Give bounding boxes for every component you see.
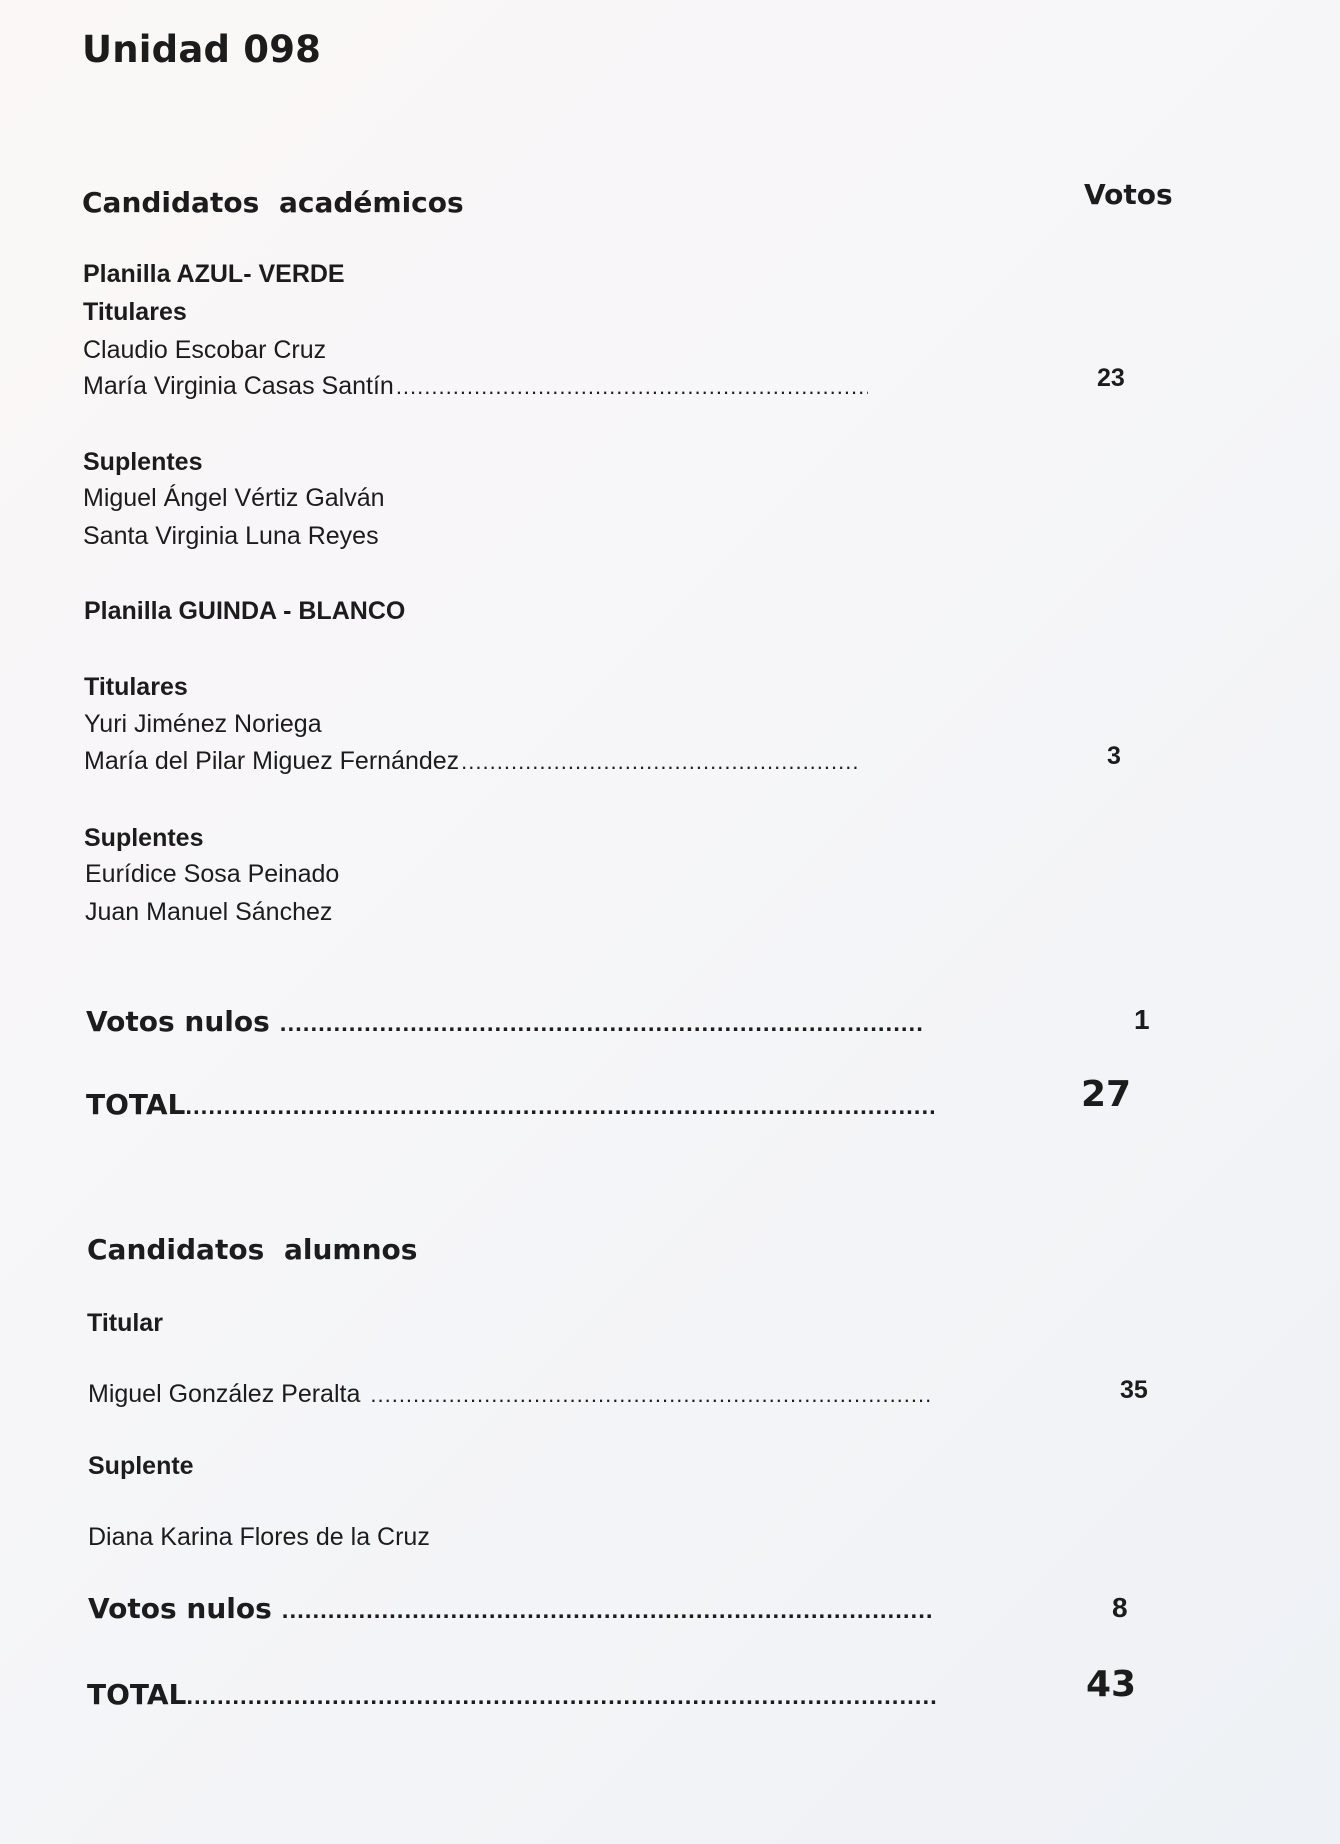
null-votes-label: Votos nulos xyxy=(88,1592,272,1625)
votes-column-header: Votos xyxy=(1084,178,1173,211)
vote-count: 23 xyxy=(1097,364,1125,392)
dot-leader xyxy=(280,1010,922,1038)
null-votes-row xyxy=(86,1005,922,1038)
candidate-name: María del Pilar Miguez Fernández xyxy=(84,747,460,775)
students-heading: Candidatos alumnos xyxy=(87,1233,418,1266)
academic-heading: Candidatos académicos xyxy=(82,186,464,219)
slate-name: Planilla GUINDA - BLANCO xyxy=(84,597,406,625)
total-count: 43 xyxy=(1086,1664,1137,1705)
total-label: TOTAL xyxy=(87,1678,187,1711)
candidate-leader-row xyxy=(84,747,860,776)
candidate-leader-row xyxy=(88,1380,933,1409)
substitute-name: Eurídice Sosa Peinado xyxy=(85,860,340,888)
dot-leader xyxy=(282,1597,934,1625)
vote-count: 3 xyxy=(1107,742,1121,770)
substitute-name: Miguel Ángel Vértiz Galván xyxy=(83,484,385,512)
candidate-name: Yuri Jiménez Noriega xyxy=(84,710,322,738)
dot-leader xyxy=(461,749,860,775)
null-votes-label: Votos nulos xyxy=(86,1005,270,1038)
dot-leader xyxy=(370,1382,933,1408)
titulares-label: Titulares xyxy=(83,298,187,326)
dot-leader xyxy=(185,1093,934,1121)
candidate-name: María Virginia Casas Santín xyxy=(83,372,394,400)
substitute-name: Diana Karina Flores de la Cruz xyxy=(88,1523,430,1551)
suplente-label: Suplente xyxy=(88,1452,194,1480)
titulares-label: Titulares xyxy=(84,673,188,701)
total-count: 27 xyxy=(1081,1074,1132,1115)
total-row xyxy=(86,1088,934,1121)
dot-leader xyxy=(396,374,868,400)
vote-count: 35 xyxy=(1120,1376,1148,1404)
slate-name: Planilla AZUL- VERDE xyxy=(83,260,345,288)
total-label: TOTAL xyxy=(86,1088,186,1121)
total-row xyxy=(87,1678,939,1711)
null-votes-count: 8 xyxy=(1112,1592,1128,1623)
null-votes-row xyxy=(88,1592,934,1625)
candidate-name: Miguel González Peralta xyxy=(88,1380,361,1408)
dot-leader xyxy=(186,1683,939,1711)
null-votes-count: 1 xyxy=(1134,1004,1150,1035)
substitute-name: Santa Virginia Luna Reyes xyxy=(83,522,379,550)
unit-title: Unidad 098 xyxy=(82,28,322,71)
candidate-name: Claudio Escobar Cruz xyxy=(83,336,327,364)
candidate-leader-row xyxy=(83,372,868,401)
suplentes-label: Suplentes xyxy=(84,824,204,852)
titular-label: Titular xyxy=(87,1309,163,1337)
substitute-name: Juan Manuel Sánchez xyxy=(85,898,333,926)
suplentes-label: Suplentes xyxy=(83,448,203,476)
